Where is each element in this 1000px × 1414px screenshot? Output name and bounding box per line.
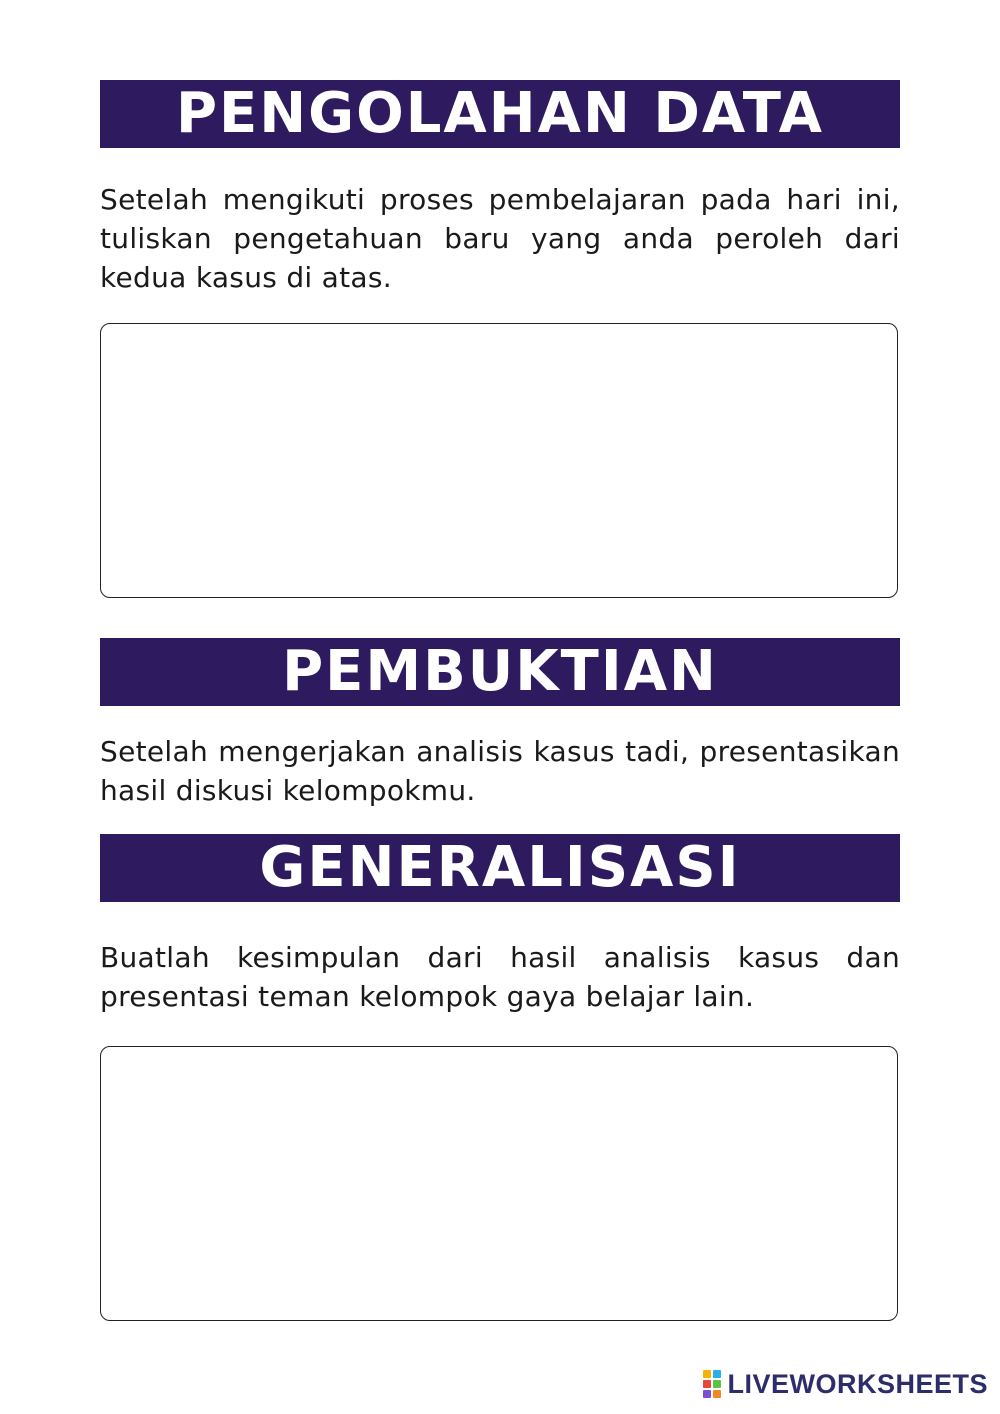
- section-banner-generalisasi: [100, 834, 900, 902]
- section-title: PEMBUKTIAN: [282, 639, 718, 704]
- section-banner-pengolahan: [100, 80, 900, 148]
- section-title: PENGOLAHAN DATA: [176, 81, 824, 146]
- section-title: GENERALISASI: [259, 835, 741, 900]
- answer-box-generalisasi[interactable]: [100, 1046, 898, 1321]
- answer-box-pengolahan[interactable]: [100, 323, 898, 598]
- instruction-text: Setelah mengerjakan analisis kasus tadi, presentasikan hasil diskusi kelompokmu.: [100, 735, 900, 807]
- liveworksheets-logo: [703, 1370, 988, 1398]
- brand-name: LIVEWORKSHEETS: [727, 1368, 988, 1399]
- liveworksheets-mark-icon: [703, 1370, 721, 1398]
- instruction-text: Setelah mengikuti proses pembelajaran pada hari ini, tuliskan pengetahuan baru yang anda peroleh dari kedua kasus di atas.: [100, 183, 900, 294]
- instruction-text: Buatlah kesimpulan dari hasil analisis kasus dan presentasi teman kelompok gaya belajar lain.: [100, 941, 900, 1013]
- section-banner-pembuktian: [100, 638, 900, 706]
